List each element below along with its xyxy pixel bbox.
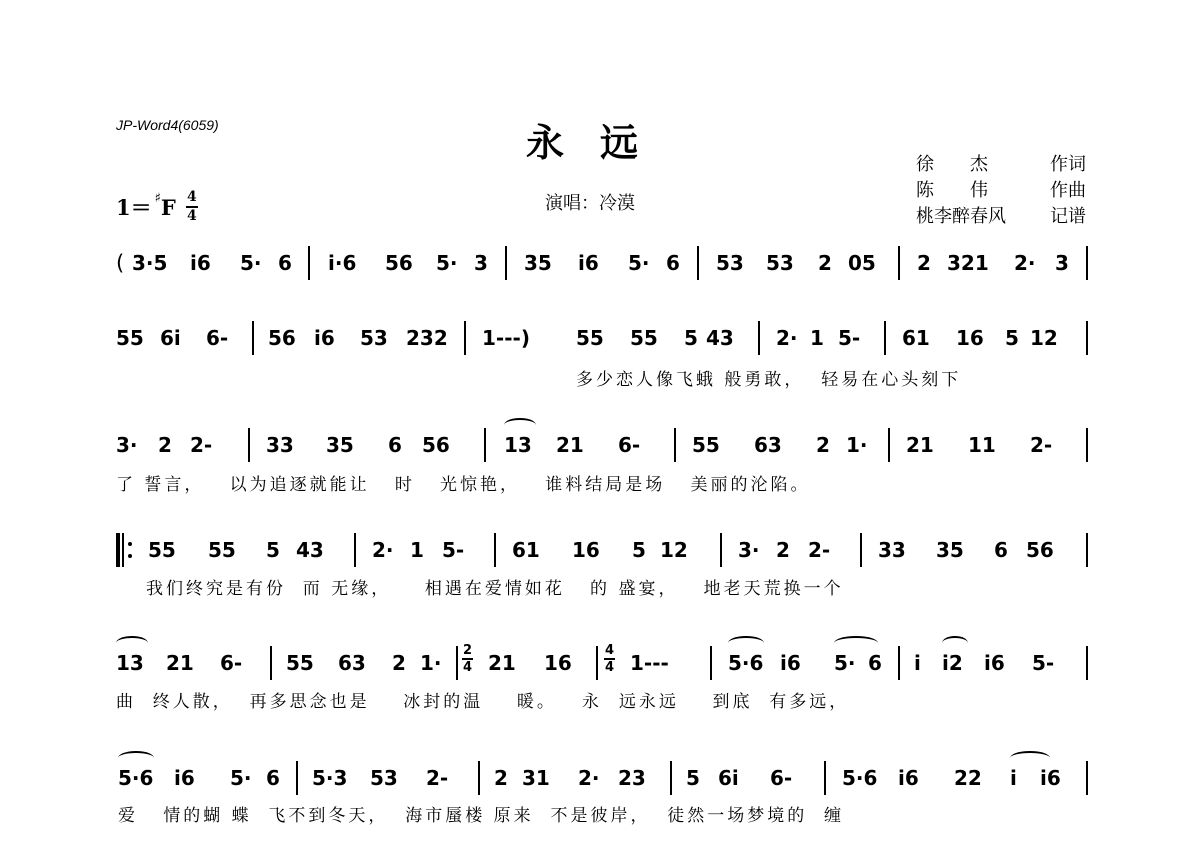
note: 6: [266, 766, 280, 790]
note: 2: [776, 538, 790, 562]
bar-line: [758, 321, 760, 355]
lyric-line: 了 誓言， 以为追逐就能让 时 光惊艳， 谁料结局是场 美丽的沦陷。: [116, 475, 811, 495]
lyricist-name: 徐 杰: [916, 154, 988, 175]
note: 13: [504, 433, 532, 457]
note: 5: [632, 538, 646, 562]
bar-line: [464, 321, 466, 355]
key-signature: [116, 190, 198, 224]
bar-line: [898, 646, 900, 680]
note: i6: [898, 766, 919, 790]
note: 2·: [578, 766, 600, 790]
note: 6: [666, 251, 680, 275]
note: 63: [754, 433, 782, 457]
note: 55: [630, 326, 658, 350]
bar-line: [1086, 428, 1088, 462]
note: i6: [984, 651, 1005, 675]
note: 56: [1026, 538, 1054, 562]
note: 53: [360, 326, 388, 350]
note: i: [1010, 766, 1017, 790]
time-signature: [186, 190, 198, 224]
note: 2: [392, 651, 406, 675]
note: 55: [576, 326, 604, 350]
note: 21: [906, 433, 934, 457]
tie-mark: [834, 636, 878, 650]
staff-line-5: [0, 643, 1200, 720]
bar-line: [354, 533, 356, 567]
note: 12: [660, 538, 688, 562]
time-bottom: 4: [462, 660, 473, 675]
bar-line: [1086, 761, 1088, 795]
note: 2: [818, 251, 832, 275]
note: 43: [706, 326, 734, 350]
note: 35: [524, 251, 552, 275]
note: 21: [488, 651, 516, 675]
key-note: F: [160, 194, 176, 220]
bar-line: [296, 761, 298, 795]
note: 1·: [420, 651, 442, 675]
bar-line: [888, 428, 890, 462]
note: 2·: [372, 538, 394, 562]
note: 6-: [206, 326, 229, 350]
note: 55: [286, 651, 314, 675]
note: 35: [936, 538, 964, 562]
staff-line-4: [0, 537, 1200, 607]
composer-name: 陈 伟: [916, 180, 988, 201]
tie-mark: [728, 636, 764, 650]
note: 35: [326, 433, 354, 457]
bar-line: [1086, 321, 1088, 355]
tie-mark: [504, 418, 536, 432]
note: i6: [174, 766, 195, 790]
note: 33: [878, 538, 906, 562]
note: 2-: [426, 766, 449, 790]
note: 6-: [770, 766, 793, 790]
note: 5-: [442, 538, 465, 562]
lyric-line: 多少恋人像飞蛾 般勇敢， 轻易在心头刻下: [576, 370, 962, 390]
note: 6i: [160, 326, 181, 350]
note: 56: [268, 326, 296, 350]
note: 16: [544, 651, 572, 675]
note: 5: [1005, 326, 1019, 350]
lyricist-credit: [916, 150, 1086, 176]
composer-role: 作曲: [1050, 180, 1086, 201]
bar-line: [596, 646, 598, 680]
staff-line-1: ( 3·5 i6 5· 6 i·6 56 5· 3 35 i6 5· 6 53 53 2 05 2 321 2· 3: [0, 250, 1200, 320]
note: 1---: [630, 651, 669, 675]
time-top: 4: [186, 189, 197, 205]
bar-line: [720, 533, 722, 567]
bar-line: [710, 646, 712, 680]
bar-line: [478, 761, 480, 795]
lyricist-role: 作词: [1050, 154, 1086, 175]
note: 2-: [1030, 433, 1053, 457]
software-watermark: JP-Word4(6059): [116, 117, 219, 133]
note: 2: [917, 251, 931, 275]
bar-line: [308, 246, 310, 280]
note: 2: [816, 433, 830, 457]
bar-line: [674, 428, 676, 462]
transcriber-credit: [916, 202, 1086, 228]
note: 61: [902, 326, 930, 350]
note: 6-: [220, 651, 243, 675]
bar-line: [270, 646, 272, 680]
bar-line: [1086, 246, 1088, 280]
note: 21: [166, 651, 194, 675]
bar-line: [824, 761, 826, 795]
composer-credit: [916, 176, 1086, 202]
tie-mark: [942, 636, 968, 650]
time-bottom: 4: [604, 660, 615, 675]
note: 55: [208, 538, 236, 562]
note: 5·6: [728, 651, 764, 675]
note: 12: [1030, 326, 1058, 350]
note: 6: [278, 251, 292, 275]
note: i6: [780, 651, 801, 675]
bar-line: [860, 533, 862, 567]
note: 05: [848, 251, 876, 275]
note: 3·: [738, 538, 760, 562]
note: 11: [968, 433, 996, 457]
note: 22: [954, 766, 982, 790]
bar-line: [1086, 646, 1088, 680]
bar-line: [670, 761, 672, 795]
note: 43: [296, 538, 324, 562]
note: 5·3: [312, 766, 348, 790]
note: 3: [1055, 251, 1069, 275]
note: 5·: [240, 251, 262, 275]
note: 232: [406, 326, 448, 350]
note: 53: [766, 251, 794, 275]
note: 55: [116, 326, 144, 350]
note: 5: [684, 326, 698, 350]
note: 6: [388, 433, 402, 457]
note: 5: [686, 766, 700, 790]
note: 6i: [718, 766, 739, 790]
bar-line: [494, 533, 496, 567]
note: 5·: [628, 251, 650, 275]
tie-mark: [1010, 751, 1050, 765]
note: 2·: [776, 326, 798, 350]
note: 16: [956, 326, 984, 350]
bar-line: [484, 428, 486, 462]
lyric-line: 曲 终人散， 再多思念也是 冰封的温 暖。 永 远永远 到底 有多远，: [116, 692, 850, 712]
bar-line: [697, 246, 699, 280]
bar-line: [248, 428, 250, 462]
note: 1---): [482, 326, 530, 350]
bar-line: [884, 321, 886, 355]
note: 13: [116, 651, 144, 675]
note: 2·: [1014, 251, 1036, 275]
note: 31: [522, 766, 550, 790]
note: 5-: [838, 326, 861, 350]
time-signature-change: [604, 644, 615, 674]
note: 53: [370, 766, 398, 790]
note: i6: [578, 251, 599, 275]
sharp-icon: ♯: [154, 190, 161, 206]
time-top: 2: [462, 643, 473, 658]
bar-line: [505, 246, 507, 280]
note: 5-: [1032, 651, 1055, 675]
note: 1: [810, 326, 824, 350]
note: 3·5: [132, 251, 168, 275]
staff-line-6: [0, 765, 1200, 835]
note: i·6: [328, 251, 357, 275]
transcriber-role: 记谱: [1050, 206, 1086, 227]
note: 321: [947, 251, 989, 275]
bar-line: [1086, 533, 1088, 567]
time-signature-change: [462, 644, 473, 674]
note: 3: [474, 251, 488, 275]
note: 6: [868, 651, 882, 675]
note: 63: [338, 651, 366, 675]
note: 56: [422, 433, 450, 457]
staff-line-3: [0, 432, 1200, 502]
note: 2-: [190, 433, 213, 457]
note: 55: [692, 433, 720, 457]
note: 61: [512, 538, 540, 562]
note: 6: [994, 538, 1008, 562]
note: 1: [410, 538, 424, 562]
note: 2: [494, 766, 508, 790]
note: 2: [158, 433, 172, 457]
note: 5·6: [842, 766, 878, 790]
note: 23: [618, 766, 646, 790]
note: 55: [148, 538, 176, 562]
note: 1·: [846, 433, 868, 457]
note: 21: [556, 433, 584, 457]
note: 5: [266, 538, 280, 562]
note: i: [914, 651, 921, 675]
bar-line: [456, 646, 458, 680]
song-title: 永远: [525, 120, 674, 165]
note: 5·6: [118, 766, 154, 790]
note: 56: [385, 251, 413, 275]
bar-line: [898, 246, 900, 280]
note: 5·: [230, 766, 252, 790]
time-top: 4: [604, 643, 615, 658]
tie-mark: [118, 751, 154, 765]
time-bottom: 4: [186, 208, 197, 224]
singer-credit: 演唱：冷漠: [545, 193, 635, 214]
lyric-line: 爱 情的蝴 蝶 飞不到冬天， 海市蜃楼 原来 不是彼岸， 徒然一场梦境的 缠: [118, 806, 845, 826]
note: i6: [314, 326, 335, 350]
note: i6: [1040, 766, 1061, 790]
note: i2: [942, 651, 963, 675]
transcriber-name: 桃李醉春风: [916, 206, 1006, 227]
bar-line: [252, 321, 254, 355]
lyric-line: 我们终究是有份 而 无缘， 相遇在爱情如花 的 盛宴， 地老天荒换一个: [146, 579, 844, 599]
note: 2-: [808, 538, 831, 562]
note: 5·: [436, 251, 458, 275]
staff-line-2: [0, 325, 1200, 395]
note: 6-: [618, 433, 641, 457]
note: 16: [572, 538, 600, 562]
tie-mark: [116, 636, 148, 650]
key-prefix: 1＝: [116, 195, 152, 220]
note: 5·: [834, 651, 856, 675]
note: 53: [716, 251, 744, 275]
note: 3·: [116, 433, 138, 457]
note: 33: [266, 433, 294, 457]
note: i6: [190, 251, 211, 275]
